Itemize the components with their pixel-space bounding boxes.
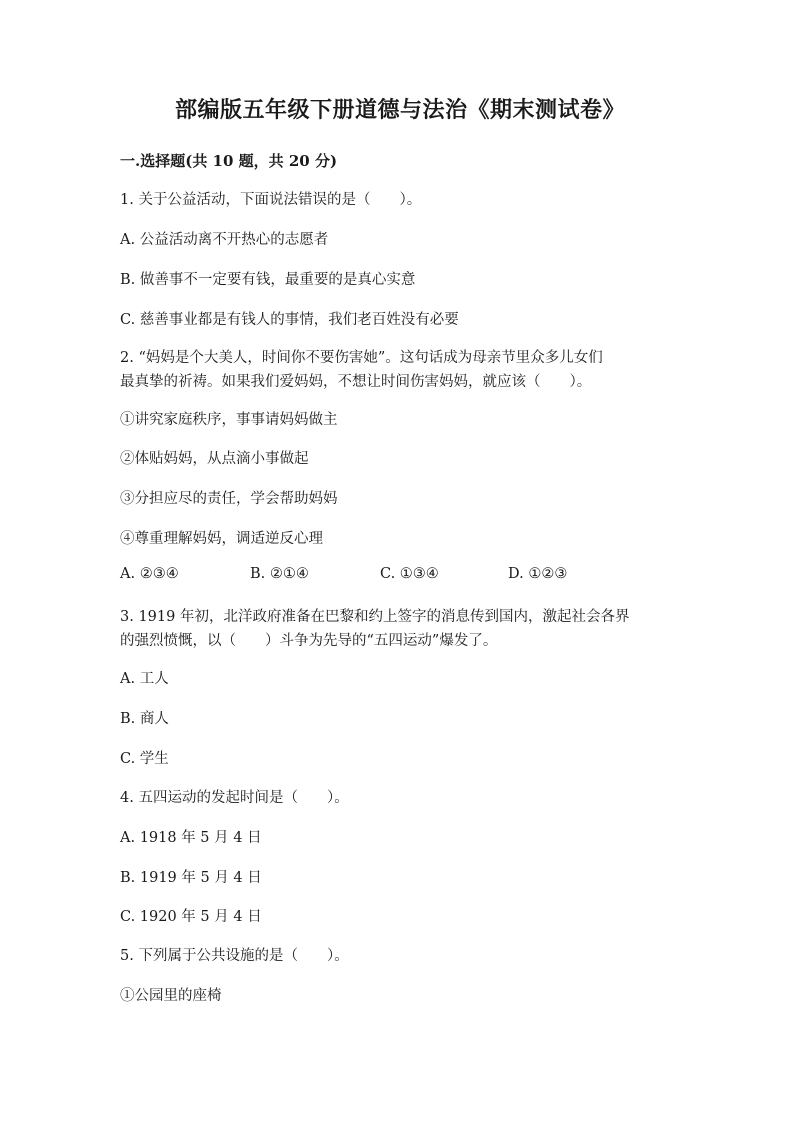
question-4-option-c: C. 1920 年 5 月 4 日 xyxy=(120,909,262,925)
question-2-item-1: ①讲究家庭秩序，事事请妈妈做主 xyxy=(120,412,338,428)
question-1-option-c: C. 慈善事业都是有钱人的事情，我们老百姓没有必要 xyxy=(120,312,459,328)
question-2-option-d: D. ①②③ xyxy=(508,566,568,582)
question-4-option-a: A. 1918 年 5 月 4 日 xyxy=(120,830,262,846)
question-1-option-b: B. 做善事不一定要有钱，最重要的是真心实意 xyxy=(120,272,416,288)
question-2-item-2: ②体贴妈妈，从点滴小事做起 xyxy=(120,451,309,467)
question-4-option-b: B. 1919 年 5 月 4 日 xyxy=(120,870,262,886)
question-3-stem-line-1: 3. 1919 年初，北洋政府准备在巴黎和约上签字的消息传到国内，激起社会各界 xyxy=(120,609,630,625)
question-2-stem-line-1: 2. “妈妈是个大美人，时间你不要伤害她”。这句话成为母亲节里众多儿女们 xyxy=(120,350,603,366)
question-3-stem-line-2: 的强烈愤慨，以（ ）斗争为先导的“五四运动”爆发了。 xyxy=(120,633,498,649)
question-3-option-c: C. 学生 xyxy=(120,751,169,767)
section-heading: 一.选择题(共 10 题，共 20 分) xyxy=(120,152,338,170)
question-5-stem: 5. 下列属于公共设施的是（ ）。 xyxy=(120,948,349,964)
question-5-item-1: ①公园里的座椅 xyxy=(120,988,222,1004)
question-1-stem: 1. 关于公益活动，下面说法错误的是（ ）。 xyxy=(120,192,422,208)
page-title: 部编版五年级下册道德与法治《期末测试卷》 xyxy=(174,97,625,123)
question-1-option-a: A. 公益活动离不开热心的志愿者 xyxy=(120,232,329,248)
question-2-item-3: ③分担应尽的责任，学会帮助妈妈 xyxy=(120,491,338,507)
question-2-option-a: A. ②③④ xyxy=(120,566,179,582)
question-2-option-c: C. ①③④ xyxy=(380,566,439,582)
question-2-option-b: B. ②①④ xyxy=(250,566,309,582)
question-2-stem-line-2: 最真挚的祈祷。如果我们爱妈妈，不想让时间伤害妈妈，就应该（ ）。 xyxy=(120,374,592,390)
question-3-option-b: B. 商人 xyxy=(120,711,169,727)
question-2-item-4: ④尊重理解妈妈，调适逆反心理 xyxy=(120,531,323,547)
question-4-stem: 4. 五四运动的发起时间是（ ）。 xyxy=(120,790,349,806)
question-3-option-a: A. 工人 xyxy=(120,671,169,687)
